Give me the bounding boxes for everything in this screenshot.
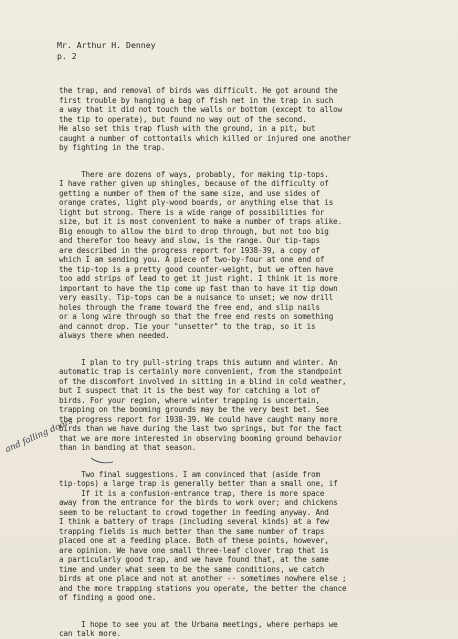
text-line: time and under what seem to be the same conditions, we catch <box>59 564 325 574</box>
text-line: always there when needed. <box>59 331 170 340</box>
text-line: and therefor too heavy and slow, is the range. Our tip-taps <box>59 236 320 245</box>
text-line: too add strips of lead to get it just right. I think it is more <box>59 274 338 283</box>
text-line: a particularly good trap, and we have found that, at the same <box>59 555 329 564</box>
text-line: very easily. Tip-tops can be a nuisance to unset; we now drill <box>59 293 334 302</box>
text-line: orange crates, light ply-wood boards, or anything else that is <box>59 198 334 207</box>
text-line: the tip to operate), but found no way out of the second. <box>59 114 307 124</box>
text-line: the tip-top is a pretty good counter-weight, but we often have <box>59 264 334 274</box>
text-line: I hope to see you at the Urbana meetings, where perhaps we <box>59 619 338 629</box>
text-line: are described in the progress report for 1938-39, a copy of <box>59 245 320 255</box>
text-line: first trouble by hanging a bag of fish net in the trap in such <box>59 95 334 105</box>
text-line: birds. For your region, where winter trapping is uncertain, <box>59 395 320 405</box>
text-line: I think a battery of traps (including several kinds) at a few <box>59 517 329 526</box>
paragraph-final-suggestions <box>59 470 429 603</box>
text-line: are opinion. We have one small three-leaf clover trap that is <box>59 545 329 555</box>
text-line: trapping on the booming grounds may be the very best bet. See <box>59 405 329 414</box>
text-line: that we are more interested in observing booming ground behavior <box>59 433 342 443</box>
text-line: tip-tops) a large trap is generally better than a small one, if <box>59 479 338 488</box>
text-line: If it is a confusion-entrance trap, there is more space <box>59 488 325 498</box>
text-line: There are dozens of ways, probably, for making tip-tops. <box>59 169 329 179</box>
text-line: light but strong. There is a wide range of possibilities for <box>59 207 325 217</box>
text-line: birds than we have during the last two springs, but for the fact <box>59 424 342 433</box>
letter-body <box>59 86 429 639</box>
text-line: of finding a good one. <box>59 593 157 602</box>
text-line: a way that it did not touch the walls or bottom (except to allow <box>59 105 342 114</box>
text-line: trapping fields is much better than the same number of traps <box>59 526 325 536</box>
text-line: away from the entrance for the birds to work over; and chickens <box>59 498 338 507</box>
text-line: He also set this trap flush with the ground, in a pit, but <box>59 124 316 133</box>
text-line: holes through the frame toward the free end, and slip nails <box>59 302 320 312</box>
text-line: I plan to try pull-string traps this autumn and winter. An <box>59 357 338 367</box>
text-line: getting a number of them of the same size, and use sides of <box>59 188 320 198</box>
letter-header <box>57 40 156 62</box>
text-line: birds at one place and not at another -- sometimes nowhere else ; <box>59 574 347 583</box>
handwritten-margin-note: and falling doors <box>3 416 75 455</box>
paragraph-closing <box>59 620 429 639</box>
text-line: Big enough to allow the bird to drop through, but not too big <box>59 226 329 236</box>
text-line: automatic trap is certainly more convenient, from the standpoint <box>59 367 342 376</box>
text-line: can talk more. <box>59 629 121 638</box>
paragraph-trap-removal <box>59 86 429 153</box>
text-line: which I am sending you. A piece of two-by-four at one end of <box>59 255 325 264</box>
text-line: but I suspect that it is the best way for catching a lot of <box>59 386 320 395</box>
text-line: and cannot drop. Tie your "unsetter" to the trap, so it is <box>59 321 316 331</box>
handwritten-insert-mark <box>90 456 114 466</box>
text-line: I have rather given up shingles, because of the difficulty of <box>59 179 329 188</box>
text-line: size, but it is most convenient to make a number of traps alike. <box>59 217 342 226</box>
text-line: seem to be reluctant to crowd together in feeding anyway. And <box>59 507 329 517</box>
text-line: than in banding at that season. <box>59 443 197 452</box>
text-line: and the more trapping stations you operate, the better the chance <box>59 583 347 593</box>
text-line: of the discomfort involved in sitting in a blind in cold weather, <box>59 376 347 386</box>
text-line: by fighting in the trap. <box>59 143 166 152</box>
text-line: Two final suggestions. I am convinced that (aside from <box>59 469 320 479</box>
paragraph-pull-string <box>59 358 429 453</box>
text-line: the trap, and removal of birds was difficult. He got around the <box>59 86 338 95</box>
paragraph-tip-tops <box>59 170 429 341</box>
page-number: p. 2 <box>57 51 77 61</box>
text-line: important to have the tip come up fast than to have it tip down <box>59 283 338 293</box>
recipient-line: Mr. Arthur H. Denney <box>57 40 156 50</box>
text-line: caught a number of cottontails which killed or injured one another <box>59 133 351 143</box>
text-line: placed one at a feeding place. Both of these points, however, <box>59 536 329 545</box>
text-line: the progress report for 1938-39. We could have caught many more <box>59 414 338 424</box>
text-line: or a long wire through so that the free end rests on something <box>59 312 334 321</box>
